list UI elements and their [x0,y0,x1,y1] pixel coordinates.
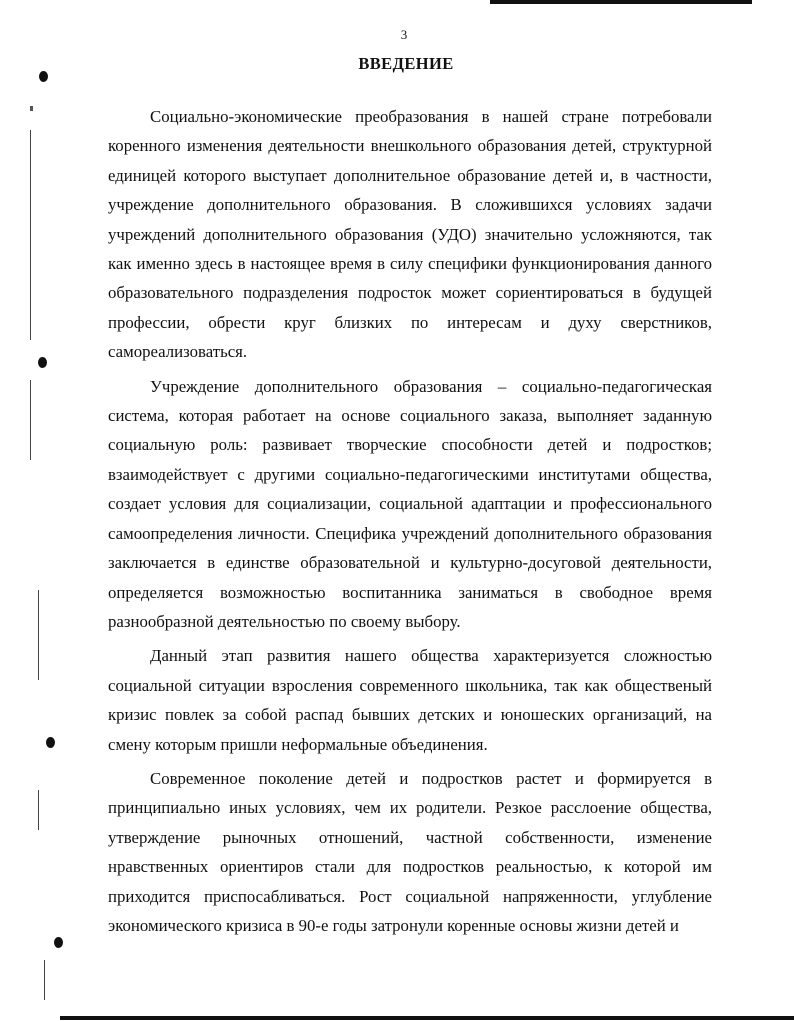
paragraph-3: Данный этап развития нашего общества характеризуется сложностью социальной ситуации взросления современного школьника, так как общественый кризис повлек за собой распад бывших детских и юношеских организаций, на смену которым пришли неформальные объединения. [108,646,712,754]
page-number: 3 [400,27,408,42]
paragraph-1: Социально-экономические преобразования в нашей стране потребовали коренного изменения деятельности внешкольного образования детей, структурной единицей которого выступает дополнительное образование детей и, в частности, учреждение дополнительного образования. В сложившихся условиях задачи учреждений дополнительного образования (УДО) значительно усложняются, так как именно здесь в настоящее время в силу специфики функционирования данного образовательного подразделения подросток может сориентироваться в будущей профессии, обрести круг близких по интересам и духу сверстников, самореализоваться. [108,107,712,362]
scan-speck [30,106,33,111]
top-edge-rule [490,0,752,4]
scan-margin-line [38,790,39,830]
scan-margin-line [38,590,39,680]
scan-margin-line [30,130,31,340]
section-title: ВВЕДЕНИЕ [358,54,454,73]
binder-hole-mark [38,357,47,368]
scan-margin-line [44,960,45,1000]
scan-margin-line [30,380,31,460]
binder-hole-mark [46,737,55,748]
bottom-edge-rule [60,1016,794,1020]
paragraph-4: Современное поколение детей и подростков растет и формируется в принципиально иных условиях, чем их родители. Резкое расслоение общества, утверждение рыночных отношений, частной собственности, изменение нравственных ориентиров стали для подростков реальностью, к которой им приходится приспосабливаться. Рост социальной напряженности, углубление экономического кризиса в 90-е годы затронули коренные основы жизни детей и [108,768,712,935]
paragraph-2: Учреждение дополнительного образования – социально-педагогическая система, которая работает на основе социального заказа, выполняет заданную социальную роль: развивает творческие способности детей и подростков; взаимодействует с другими социально-педагогическими институтами общества, создает условия для социализации, социальной адаптации и профессионального самоопределения личности. Специфика учреждений дополнительного образования заключается в единстве образовательной и культурно-досуговой деятельности, определяется возможностью воспитанника заниматься в свободное время разнообразной деятельностью по своему выбору. [108,376,712,631]
binder-hole-mark [54,937,63,948]
body-text [108,102,712,945]
